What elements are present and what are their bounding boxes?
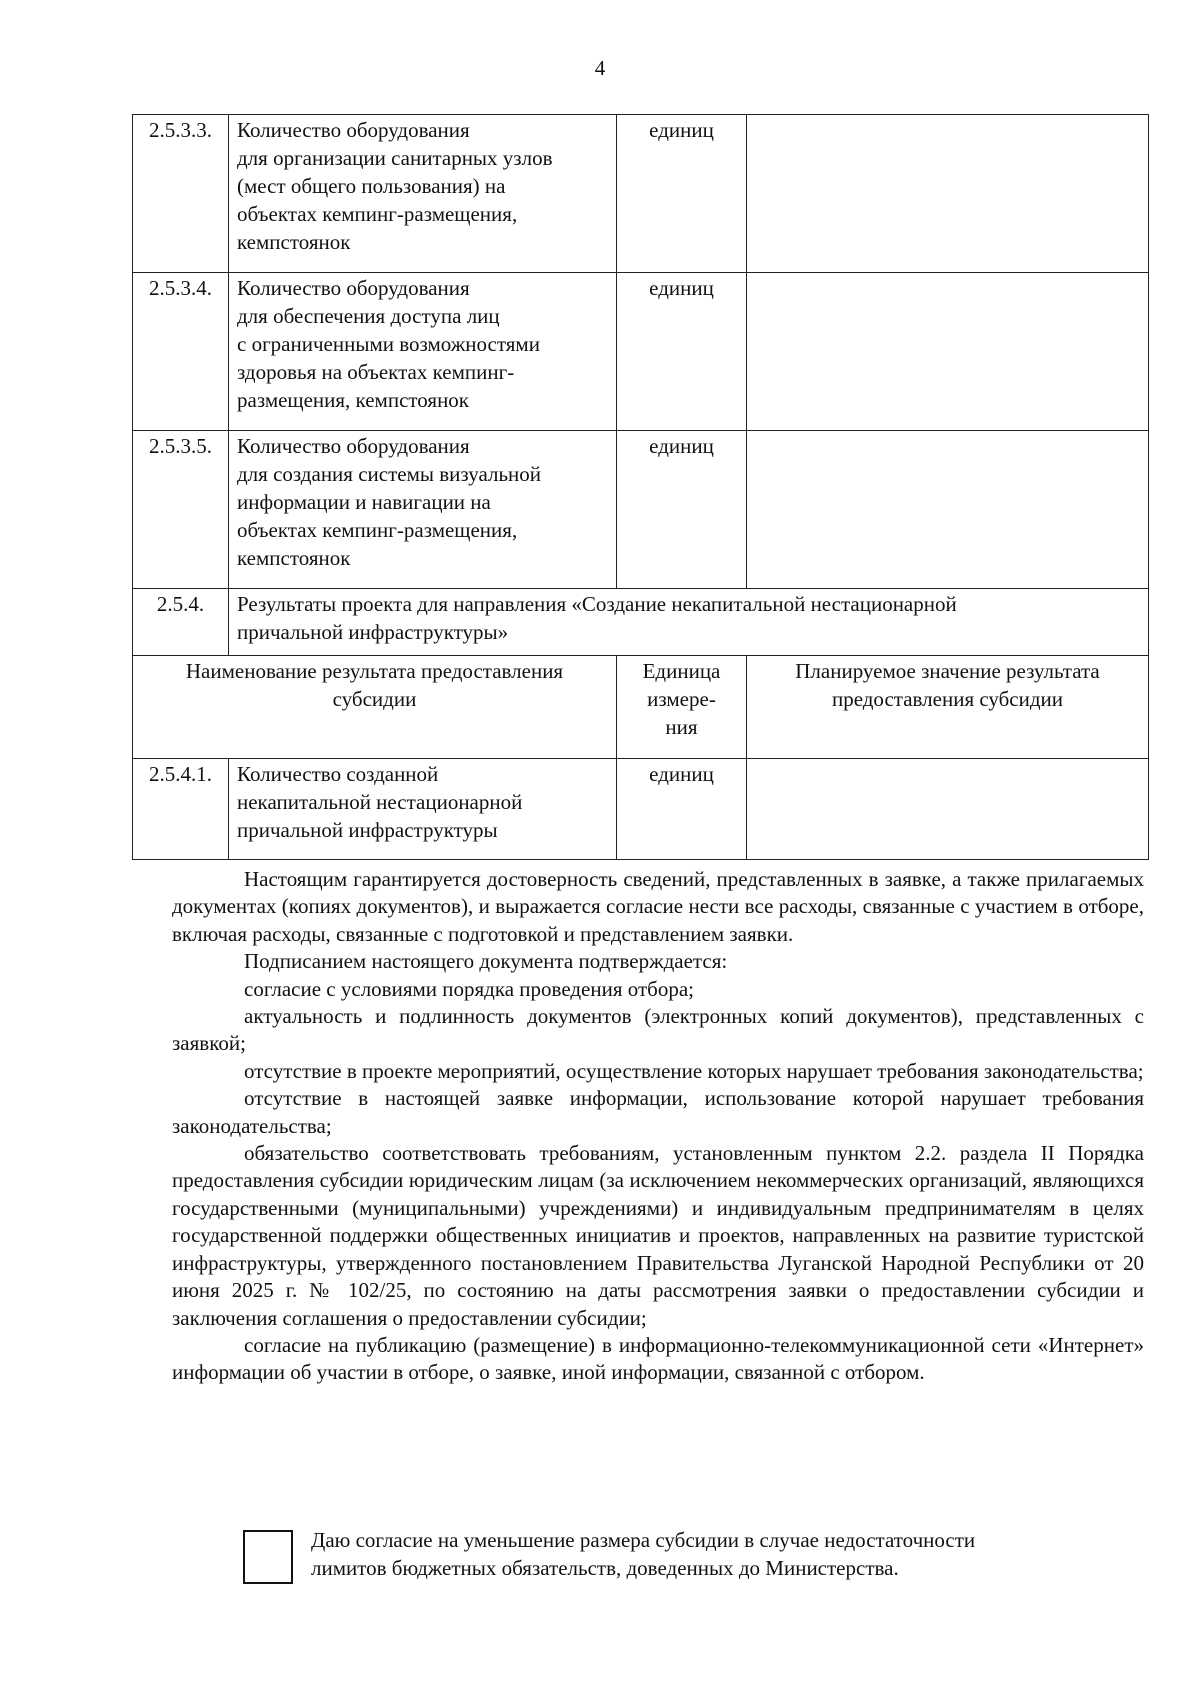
result-name-line: кемпстоянок: [237, 230, 351, 254]
header-unit-line: Единица: [642, 659, 721, 683]
result-name-line: причальной инфраструктуры: [237, 818, 498, 842]
result-name-line: для создания системы визуальной: [237, 462, 541, 486]
consent-checkbox[interactable]: [243, 1530, 293, 1584]
consent-label-line: лимитов бюджетных обязательств, доведенных до Министерства.: [311, 1555, 899, 1580]
result-name-cell: [229, 115, 617, 273]
result-name-line: размещения, кемпстоянок: [237, 388, 470, 412]
header-unit-cell: [617, 656, 747, 759]
result-name-cell: [229, 431, 617, 589]
planned-value-cell: [747, 115, 1149, 273]
paragraph-agreement-conditions: согласие с условиями порядка проведения отбора;: [244, 976, 695, 1001]
section-title-cell: [229, 589, 1149, 656]
planned-value-cell: [747, 273, 1149, 431]
section-title-line: Результаты проекта для направления «Создание некапитальной нестационарной: [237, 592, 957, 616]
section-title-line: причальной инфраструктуры»: [237, 620, 509, 644]
table-row: [133, 273, 1149, 431]
unit-cell: единиц: [617, 431, 747, 589]
result-name-line: для организации санитарных узлов: [237, 146, 553, 170]
paragraph-guarantee: Настоящим гарантируется достоверность сведений, представленных в заявке, а также прилагаемых документах (копиях документов), и выражается согласие нести все расходы, связанные с участием в отборе, включая расходы, связанные с подготовкой и представлением заявки.: [172, 867, 1144, 946]
paragraph-no-violating-activities: отсутствие в проекте мероприятий, осуществление которых нарушает требования законодательства;: [244, 1058, 1144, 1083]
results-table: [132, 114, 1149, 860]
paragraph-document-authenticity: актуальность и подлинность документов (электронных копий документов), представленных с заявкой;: [172, 1004, 1144, 1056]
section-row: [133, 589, 1149, 656]
header-name-line: субсидии: [332, 687, 417, 711]
result-name-line: Количество оборудования: [237, 276, 470, 300]
row-number: 2.5.3.4.: [133, 273, 229, 431]
unit-cell: единиц: [617, 115, 747, 273]
paragraph-signing-intro: Подписанием настоящего документа подтверждается:: [244, 949, 728, 974]
header-name-cell: [133, 656, 617, 759]
result-name-line: Количество созданной: [237, 762, 439, 786]
unit-cell: единиц: [617, 273, 747, 431]
unit-cell: единиц: [617, 759, 747, 860]
paragraph-no-violating-information: отсутствие в настоящей заявке информации, использование которой нарушает требования законодательства;: [172, 1086, 1144, 1138]
table-row: [133, 431, 1149, 589]
body-text: [172, 866, 1144, 1387]
result-name-line: информации и навигации на: [237, 490, 491, 514]
planned-value-cell: [747, 759, 1149, 860]
header-name-line: Наименование результата предоставления: [185, 659, 564, 683]
consent-label-line: Даю согласие на уменьшение размера субсидии в случае недостаточности: [311, 1528, 976, 1552]
result-name-line: кемпстоянок: [237, 546, 351, 570]
result-name-line: Количество оборудования: [237, 434, 470, 458]
header-value-cell: [747, 656, 1149, 759]
table-row: [133, 115, 1149, 273]
result-name-line: некапитальной нестационарной: [237, 790, 523, 814]
row-number: 2.5.3.5.: [133, 431, 229, 589]
header-value-line: Планируемое значение результата: [795, 659, 1100, 683]
table-header-row: [133, 656, 1149, 759]
result-name-line: объектах кемпинг-размещения,: [237, 518, 518, 542]
result-name-line: с ограниченными возможностями: [237, 332, 540, 356]
result-name-line: объектах кемпинг-размещения,: [237, 202, 518, 226]
result-name-line: (мест общего пользования) на: [237, 174, 506, 198]
header-value-line: предоставления субсидии: [831, 687, 1064, 711]
table-row: [133, 759, 1149, 860]
page-number: 4: [594, 56, 606, 80]
planned-value-cell: [747, 431, 1149, 589]
section-number: 2.5.4.: [133, 589, 229, 656]
header-unit-line: ния: [665, 715, 698, 739]
result-name-line: для обеспечения доступа лиц: [237, 304, 500, 328]
result-name-line: Количество оборудования: [237, 118, 470, 142]
result-name-line: здоровья на объектах кемпинг-: [237, 360, 515, 384]
header-unit-line: измере-: [647, 687, 716, 711]
paragraph-obligation: обязательство соответствовать требованиям, установленным пунктом 2.2. раздела II Порядка предоставления субсидии юридическим лицам (за исключением некоммерческих организаций, являющихся государственными (муниципальными) учреждениями) и индивидуальным предпринимателям в целях государственной поддержки общественных инициатив и проектов, направленных на развитие туристской инфраструктуры, утвержденного постановлением Правительства Луганской Народной Республики от 20 июня 2025 г. № 102/25, по состоянию на даты рассмотрения заявки о предоставлении субсидии и заключения соглашения о предоставлении субсидии;: [172, 1141, 1144, 1330]
result-name-cell: [229, 759, 617, 860]
consent-label: [311, 1527, 1131, 1582]
result-name-cell: [229, 273, 617, 431]
row-number: 2.5.3.3.: [133, 115, 229, 273]
paragraph-publication-consent: согласие на публикацию (размещение) в информационно-телекоммуникационной сети «Интернет» информации об участии в отборе, о заявке, иной информации, связанной с отбором.: [172, 1332, 1144, 1385]
row-number: 2.5.4.1.: [133, 759, 229, 860]
